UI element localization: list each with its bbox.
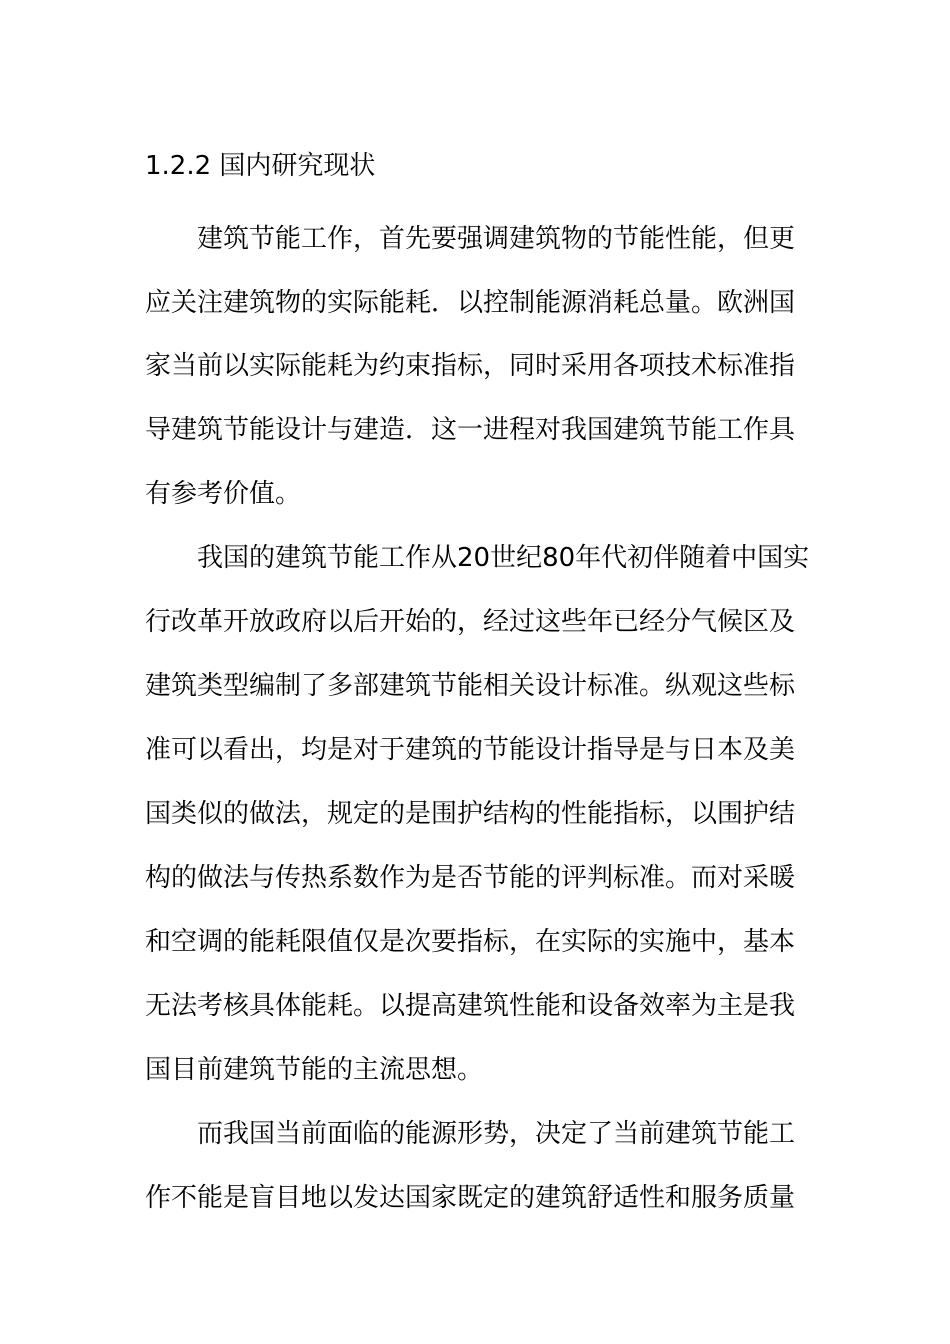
paragraph-2-line-8: 无法考核具体能耗。以提高建筑性能和设备效率为主是我: [145, 991, 796, 1021]
paragraph-2-line-3: 建筑类型编制了多部建筑节能相关设计标准。纵观这些标: [145, 671, 796, 701]
paragraph-3-line-2: 作不能是盲目地以发达国家既定的建筑舒适性和服务质量: [145, 1183, 796, 1213]
paragraph-1-line-1: 建筑节能工作，首先要强调建筑物的节能性能，但更: [197, 224, 796, 254]
paragraph-2-line-9: 国目前建筑节能的主流思想。: [145, 1055, 484, 1085]
paragraph-1-line-2: 应关注建筑物的实际能耗．以控制能源消耗总量。欧洲国: [145, 288, 796, 318]
paragraph-2-line-5: 国类似的做法，规定的是围护结构的性能指标，以围护结: [145, 799, 796, 829]
paragraph-1-line-5: 有参考价值。: [145, 479, 302, 509]
paragraph-1-line-3: 家当前以实际能耗为约束指标，同时采用各项技术标准指: [145, 351, 796, 381]
paragraph-1-line-4: 导建筑节能设计与建造．这一进程对我国建筑节能工作具: [145, 415, 796, 445]
paragraph-2-line-6: 构的做法与传热系数作为是否节能的评判标准。而对采暖: [145, 863, 796, 893]
paragraph-2-line-1: 我国的建筑节能工作从20世纪80年代初伴随着中国实: [197, 543, 810, 573]
paragraph-2-line-4: 准可以看出，均是对于建筑的节能设计指导是与日本及美: [145, 735, 796, 765]
paragraph-2-line-2: 行改革开放政府以后开始的，经过这些年已经分气候区及: [145, 607, 796, 637]
paragraph-3-line-1: 而我国当前面临的能源形势，决定了当前建筑节能工: [197, 1119, 796, 1149]
section-heading: 1.2.2 国内研究现状: [145, 151, 376, 181]
paragraph-2-line-7: 和空调的能耗限值仅是次要指标，在实际的实施中，基本: [145, 927, 796, 957]
